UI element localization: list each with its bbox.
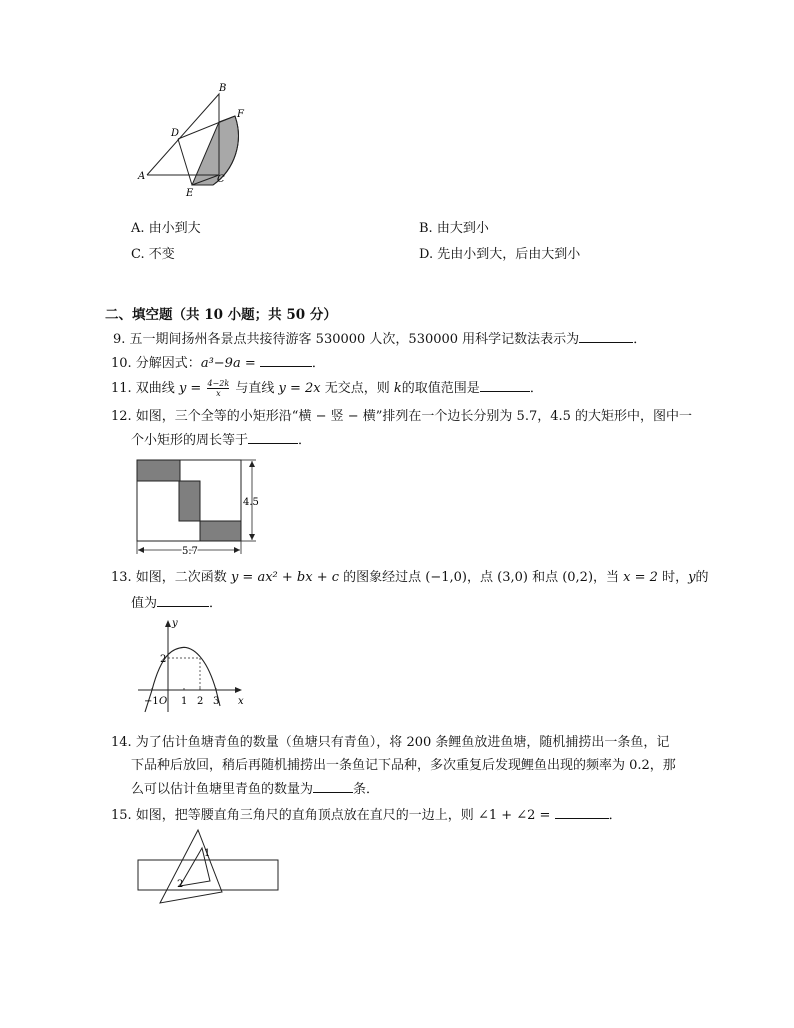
q9-end: ． [633,332,647,347]
small-rectangle-middle [179,481,200,521]
question-13-line2 [131,594,222,613]
option-a[interactable]: A. 由小到大 [131,221,201,236]
q12-end: ． [298,433,312,448]
tick-x-2: 2 [197,696,204,707]
label-b: B [219,83,227,94]
q9-answer-blank[interactable] [579,330,633,343]
ruler [138,860,278,890]
q11-numerator: 4−2k [207,379,230,388]
q11-end: ． [529,381,543,396]
tick-x-neg1: −1 [144,696,159,707]
question-11 [111,379,543,398]
q11-pre: 11. 双曲线 [111,381,175,396]
tick-x-1: 1 [181,696,188,707]
q14-l3: 么可以估计鱼塘里青鱼的数量为 [131,782,314,797]
q14-answer-blank[interactable] [313,780,353,793]
q10-expression: a³−9a = [200,356,256,371]
q12-answer-blank[interactable] [248,431,298,444]
q13-x: x = 2 [623,570,658,585]
question-14-line1: 14. 为了估计鱼塘青鱼的数量（鱼塘只有青鱼），将 200 条鲤鱼放进鱼塘，随机捕捞出一条鱼，记 [111,735,670,750]
q11-y: y = [178,381,202,396]
question-12-line2 [131,431,311,450]
geometry-figure-top [130,80,260,200]
question-13-line1 [111,569,708,587]
height-label: 4.5 [243,497,259,508]
q11-denominator: x [216,389,221,398]
question-10 [111,354,325,373]
width-label: 5.7 [182,546,198,557]
small-rectangle-top [137,460,180,481]
label-d: D [171,128,180,139]
figure-13-parabola [130,612,250,718]
tick-y-2: 2 [160,654,167,665]
q15-end: ． [608,808,622,823]
q13-answer-blank[interactable] [157,594,209,607]
question-14-line2: 下品种后放回，稍后再随机捕捞出一条鱼记下品种，多次重复后发现鲤鱼出现的频率为 0.2，那 [131,758,676,773]
q13-expression: y = ax² + bx + c [230,570,339,585]
q10-end: ． [311,356,325,371]
q13-l1-end: 的 [695,570,709,585]
small-rectangle-bottom [200,521,241,541]
q13-y: y [688,570,696,585]
angle-1-label: 1 [204,848,211,859]
y-axis-label: y [172,618,178,629]
label-c: C [217,174,225,185]
q15-text: 15. 如图，把等腰直角三角尺的直角顶点放在直尺的一边上，则 ∠1 + ∠2 = [111,808,551,823]
figure-15-ruler-triangle [134,826,284,908]
option-b[interactable]: B. 由大到小 [419,221,489,236]
angle-2-label: 2 [177,879,184,890]
q9-text: 9. 五一期间扬州各景点共接待游客 530000 人次，530000 用科学记数法表示为 [113,332,580,347]
question-14-line3 [131,780,379,799]
question-15 [111,806,622,825]
q13-mid: 的图象经过点 (−1,0)，点 (3,0) 和点 (0,2)，当 [343,570,620,585]
q15-answer-blank[interactable] [555,806,609,819]
q11-k: k [393,381,402,396]
x-axis-label: x [238,696,244,707]
q10-pre: 10. 分解因式： [111,356,201,371]
origin-label: O [159,696,168,707]
q11-post: 无交点，则 [324,381,390,396]
option-c[interactable]: C. 不变 [131,247,175,262]
question-9 [113,330,646,349]
q10-answer-blank[interactable] [260,354,312,367]
q14-end: 条． [353,782,380,797]
tick-x-3: 3 [213,696,220,707]
option-d[interactable]: D. 先由小到大，后由大到小 [419,247,581,262]
question-12-line1: 12. 如图，三个全等的小矩形沿“横 − 竖 − 横”排列在一个边长分别为 5.7，4.5 的大矩形中，图中一 [111,409,693,424]
figure-12-rectangles [132,454,272,558]
label-f: F [237,109,244,120]
q11-fraction [207,379,229,398]
section-title: 二、填空题（共 10 小题；共 50 分） [105,307,337,323]
q11-tail: 的取值范围是 [401,381,480,396]
label-a: A [138,171,146,182]
q11-answer-blank[interactable] [480,379,530,392]
q13-pre: 13. 如图，二次函数 [111,570,227,585]
q12-l2: 个小矩形的周长等于 [131,433,249,448]
label-e: E [186,188,194,199]
q11-mid: 与直线 [235,381,275,396]
q11-line: y = 2x [278,381,321,396]
q13-post: 时， [662,570,689,585]
q13-l2: 值为 [131,596,158,611]
q13-end: ． [209,596,223,611]
